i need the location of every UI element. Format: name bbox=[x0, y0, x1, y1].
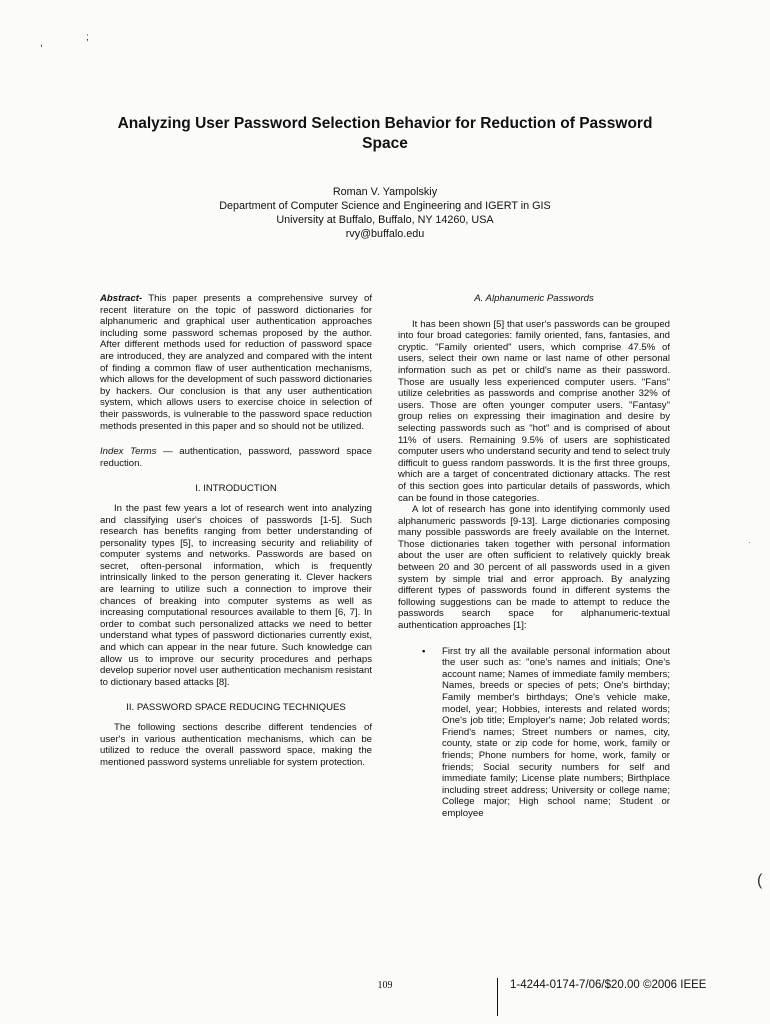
scan-speck: ; bbox=[86, 32, 89, 43]
author-email: rvy@buffalo.edu bbox=[345, 228, 425, 240]
author-name: Roman V. Yampolskiy bbox=[332, 186, 438, 198]
scan-speck: · bbox=[748, 538, 751, 547]
paragraph-categories: It has been shown [5] that user's passwords can be grouped into four broad categories: family oriented, fans, fantasies, and cryptic. "Family oriented" users, which comprise 47.5% of users, select their own name or last name of other personal information such as pet or child's name as their password. Those are usually less experienced computer users. "Fans" utilize celebrities as passwords and comprise another 32% of users. Those are often younger computer users. "Fantasy" group relies on expressing their imagination and desire by selecting passwords such as "hot" and is comprised of about 11% of users. Remaining 9.5% of users are sophisticated computer users who understand security and tend to select truly difficult to guess random passwords. It is the first three groups, which are a target of concentrated dictionary attacks. The rest of this section goes into particular details of passwords, which can be found in those categories. bbox=[398, 318, 670, 504]
copyright-text: 1-4244-0174-7/06/$20.00 ©2006 IEEE bbox=[510, 979, 707, 991]
introduction-text: In the past few years a lot of research went into analyzing and classifying user's choices of passwords [1-5]. Such research has benefits ranging from better understanding of personality types [5], to increasing security and reliability of computer systems and networks. Passwords are based on secret, often-personal information, which is frequently intrinsically linked to the person generating it. Clever hackers are learning to utilize such a connection to improve their chances of breaking into computer systems as well as increasing computational resources available to them [6, 7]. In order to combat such personalized attacks we need to better understand what types of password dictionaries currently exist, and which can appear in the near future. Such knowledge can allow us to improve our security procedures and perhaps develop superior novel user authentication mechanism resistant to dictionary based attacks [8]. bbox=[100, 502, 372, 688]
section-heading-techniques: II. PASSWORD SPACE REDUCING TECHNIQUES bbox=[126, 702, 346, 714]
bullet-icon: • bbox=[422, 645, 426, 657]
author-department: Department of Computer Science and Engineering and IGERT in GIS bbox=[219, 200, 551, 212]
right-column bbox=[398, 293, 670, 820]
left-column bbox=[100, 293, 372, 768]
list-item bbox=[416, 646, 670, 820]
copyright-notice bbox=[496, 978, 706, 992]
index-terms-label: Index Terms bbox=[100, 446, 157, 458]
abstract-label: Abstract- bbox=[100, 293, 143, 304]
scan-speck: , bbox=[40, 38, 43, 49]
page-number: 109 bbox=[377, 980, 393, 991]
author-university: University at Buffalo, Buffalo, NY 14260, USA bbox=[276, 214, 494, 226]
section-heading-introduction: I. INTRODUCTION bbox=[195, 483, 277, 495]
suggestion-list bbox=[398, 646, 670, 820]
list-item-text: First try all the available personal information about the user such as: "one's names and initials; One's account name; Names of immediate family members; Names, breeds or species of pets; One's birthday; Family member's birthdays; One's vehicle make, model, year; Hobbies, interests and related words; One's job title; Employer's name; Job related words; Friend's names; Street numbers or names, city, county, state or zip code for home, work, family or friends; Phone numbers for home, work, family or friends; Social security numbers for self and immediate family; License plate numbers; Birthplace including street address; University or college name; College major; High school name; Student or employee bbox=[442, 645, 670, 819]
subsection-heading-alphanumeric: A. Alphanumeric Passwords bbox=[474, 293, 594, 304]
index-terms-text: — authentication, password, password space reduction. bbox=[100, 446, 373, 469]
abstract-text: This paper presents a comprehensive survey of recent literature on the topic of password dictionaries for alphanumeric and graphical user authentication approaches including some password schemas proposed by the author. After different methods used for reduction of password space are introduced, they are analyzed and compared with the intent of finding a common flaw of user authentication mechanisms, which allows for the development of such password dictionaries by hackers. Our conclusion is that any user authentication system, which allows users to exercise choice in selection of their passwords, is vulnerable to the password space reduction methods presented in this paper and so should not be utilized. bbox=[100, 293, 372, 432]
paragraph-dictionaries: A lot of research has gone into identifying commonly used alphanumeric passwords [9-13]. Large dictionaries composing many possible passwords are freely available on the Internet. Those dictionaries taken together with personal information about the user are often sufficient to relatively quickly break between 20 and 30 percent of all passwords used in a given system by simple trial and error approach. By analyzing different types of passwords found in different systems the following suggestions can be made to attempt to reduce the passwords search space for alphanumeric-textual authentication approaches [1]: bbox=[398, 504, 670, 632]
scan-mark: ( bbox=[757, 872, 763, 889]
techniques-text: The following sections describe different tendencies of user's in various authentication mechanisms, which can be utilized to reduce the overall password space, making the mentioned password systems unreliable for system protection. bbox=[100, 722, 372, 768]
abstract bbox=[100, 293, 372, 432]
paper-title: Analyzing User Password Selection Behavior for Reduction of Password Space bbox=[117, 115, 653, 152]
index-terms bbox=[100, 446, 372, 469]
author-block bbox=[150, 185, 620, 241]
